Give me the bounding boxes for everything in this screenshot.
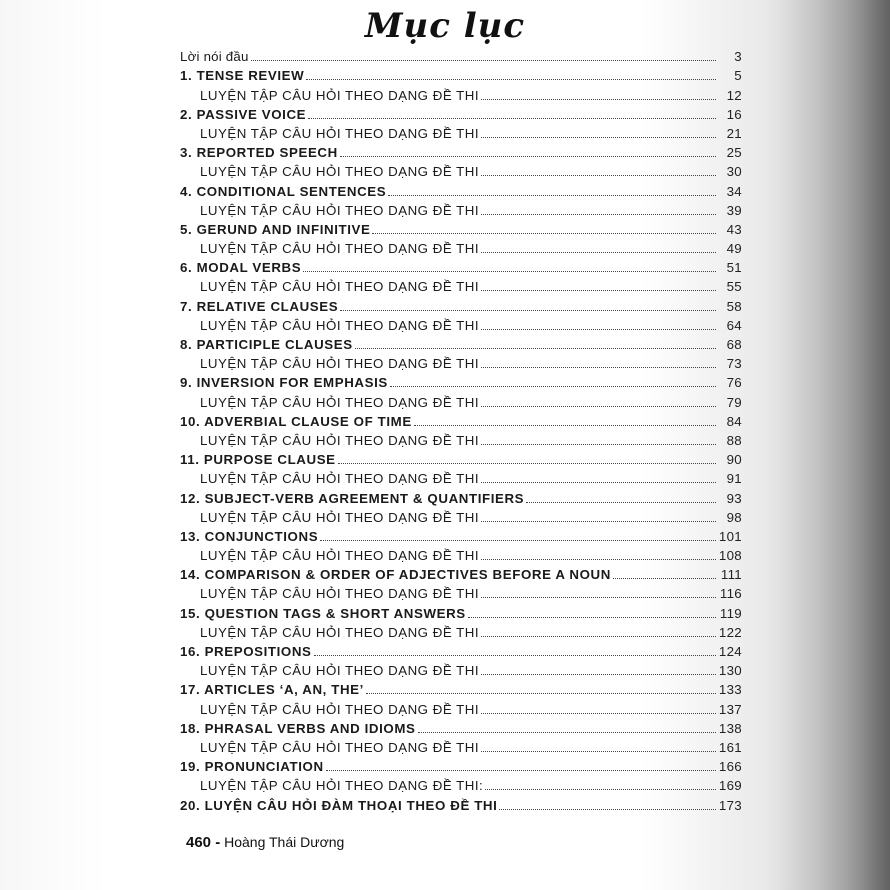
toc-entry-page: 93 xyxy=(726,490,742,506)
toc-leader-dots xyxy=(481,673,716,675)
toc-leader-dots xyxy=(481,596,716,598)
toc-entry-page: 90 xyxy=(726,452,742,468)
toc-leader-dots xyxy=(481,520,716,522)
toc-entry-label: LUYỆN TẬP CÂU HỎI THEO DẠNG ĐỀ THI xyxy=(200,279,480,295)
toc-entry-label: 15. QUESTION TAGS & SHORT ANSWERS xyxy=(180,605,466,621)
toc-entry-label: 3. REPORTED SPEECH xyxy=(180,145,338,161)
toc-entry xyxy=(180,219,742,238)
toc-entry xyxy=(180,180,742,199)
toc-entry-label: LUYỆN TẬP CÂU HỎI THEO DẠNG ĐỀ THI xyxy=(200,394,480,410)
toc-leader-dots xyxy=(306,78,716,80)
toc-entry xyxy=(180,526,742,545)
toc-entry-label: 11. PURPOSE CLAUSE xyxy=(180,452,336,468)
toc-leader-dots xyxy=(481,136,716,138)
footer-author: Hoàng Thái Dương xyxy=(224,834,345,850)
table-of-contents xyxy=(180,46,742,814)
toc-entry-label: LUYỆN TẬP CÂU HỎI THEO DẠNG ĐỀ THI xyxy=(200,87,480,103)
toc-entry-label: LUYỆN TẬP CÂU HỎI THEO DẠNG ĐỀ THI xyxy=(200,739,480,755)
toc-entry-label: 16. PREPOSITIONS xyxy=(180,644,312,659)
toc-entry-label: LUYỆN TẬP CÂU HỎI THEO DẠNG ĐỀ THI xyxy=(200,701,480,717)
toc-entry xyxy=(180,142,742,161)
toc-entry xyxy=(180,411,742,430)
toc-entry-label: 14. COMPARISON & ORDER OF ADJECTIVES BEFORE A NOUN xyxy=(180,567,611,583)
toc-entry-page: 137 xyxy=(718,701,742,717)
toc-entry-page: 76 xyxy=(726,375,742,391)
toc-entry-page: 173 xyxy=(718,797,742,813)
toc-entry-label: LUYỆN TẬP CÂU HỎI THEO DẠNG ĐỀ THI: xyxy=(200,778,484,794)
toc-entry-page: 138 xyxy=(718,720,742,736)
toc-entry xyxy=(180,718,742,737)
toc-entry-page: 84 xyxy=(726,413,742,429)
toc-entry-label: LUYỆN TẬP CÂU HỎI THEO DẠNG ĐỀ THI xyxy=(200,663,480,679)
toc-entry-page: 12 xyxy=(726,87,742,103)
toc-leader-dots xyxy=(481,481,716,483)
toc-entry-page: 161 xyxy=(718,739,742,755)
toc-entry-page: 169 xyxy=(718,778,742,794)
toc-entry-page: 119 xyxy=(719,605,742,621)
toc-entry-label: 12. SUBJECT-VERB AGREEMENT & QUANTIFIERS xyxy=(180,490,525,506)
toc-entry xyxy=(180,315,742,334)
toc-leader-dots xyxy=(481,750,716,752)
toc-entry xyxy=(180,641,742,660)
toc-entry xyxy=(180,545,742,564)
page-spine-shadow xyxy=(780,0,890,890)
toc-entry-page: 21 xyxy=(726,125,742,141)
toc-leader-dots xyxy=(355,347,716,349)
toc-entry-label: Lời nói đầu xyxy=(180,49,249,65)
toc-entry-page: 101 xyxy=(718,528,742,544)
toc-entry-label: LUYỆN TẬP CÂU HỎI THEO DẠNG ĐỀ THI xyxy=(200,471,480,487)
toc-entry xyxy=(180,679,742,698)
page-footer xyxy=(186,834,344,851)
toc-entry xyxy=(180,487,742,506)
toc-entry xyxy=(180,698,742,717)
toc-entry-page: 5 xyxy=(734,68,742,84)
toc-entry xyxy=(180,161,742,180)
toc-leader-dots xyxy=(481,98,716,100)
toc-entry-label: LUYỆN TẬP CÂU HỎI THEO DẠNG ĐỀ THI xyxy=(200,509,480,525)
toc-entry-page: 124 xyxy=(718,644,742,659)
toc-leader-dots xyxy=(468,616,716,618)
toc-leader-dots xyxy=(481,174,716,176)
toc-entry-page: 68 xyxy=(726,337,742,352)
toc-entry xyxy=(180,65,742,84)
toc-entry-page: 55 xyxy=(726,279,742,295)
footer-page-number: 460 - xyxy=(186,834,221,851)
toc-entry xyxy=(180,257,742,276)
toc-entry-page: 91 xyxy=(726,471,742,487)
toc-entry xyxy=(180,84,742,103)
toc-leader-dots xyxy=(481,366,716,368)
toc-entry-label: 9. INVERSION FOR EMPHASIS xyxy=(180,375,388,391)
toc-entry xyxy=(180,334,742,353)
toc-entry-page: 58 xyxy=(726,298,742,314)
toc-leader-dots xyxy=(251,59,716,61)
toc-entry-label: LUYỆN TẬP CÂU HỎI THEO DẠNG ĐỀ THI xyxy=(200,202,480,218)
toc-leader-dots xyxy=(481,328,716,330)
toc-entry xyxy=(180,737,742,756)
toc-entry-page: 73 xyxy=(726,356,742,372)
toc-entry-page: 30 xyxy=(726,164,742,180)
toc-leader-dots xyxy=(526,501,716,503)
toc-entry xyxy=(180,794,742,813)
toc-entry xyxy=(180,123,742,142)
toc-entry-page: 130 xyxy=(718,663,742,679)
toc-leader-dots xyxy=(366,692,716,694)
toc-leader-dots xyxy=(320,539,716,541)
toc-leader-dots xyxy=(340,309,716,311)
toc-leader-dots xyxy=(414,424,716,426)
toc-entry-label: 20. LUYỆN CÂU HỎI ĐÀM THOẠI THEO ĐỀ THI xyxy=(180,797,498,813)
toc-leader-dots xyxy=(314,654,716,656)
toc-entry-page: 108 xyxy=(718,548,742,564)
page-title: Mục lục xyxy=(364,6,526,46)
toc-entry xyxy=(180,449,742,468)
toc-entry-page: 43 xyxy=(726,221,742,237)
toc-entry-label: LUYỆN TẬP CÂU HỎI THEO DẠNG ĐỀ THI xyxy=(200,164,480,180)
toc-entry-page: 39 xyxy=(726,202,742,218)
toc-leader-dots xyxy=(485,788,716,790)
toc-entry xyxy=(180,200,742,219)
toc-entry xyxy=(180,583,742,602)
toc-entry-page: 64 xyxy=(726,317,742,333)
toc-entry-label: LUYỆN TẬP CÂU HỎI THEO DẠNG ĐỀ THI xyxy=(200,356,480,372)
toc-leader-dots xyxy=(372,232,716,234)
toc-entry xyxy=(180,756,742,775)
toc-entry-label: 18. PHRASAL VERBS AND IDIOMS xyxy=(180,720,416,736)
toc-entry xyxy=(180,372,742,391)
toc-entry-page: 49 xyxy=(726,241,742,257)
toc-leader-dots xyxy=(418,731,717,733)
toc-entry-label: 8. PARTICIPLE CLAUSES xyxy=(180,337,353,352)
toc-entry xyxy=(180,46,742,65)
toc-entry xyxy=(180,353,742,372)
toc-entry-page: 133 xyxy=(718,682,742,698)
toc-entry-label: 19. PRONUNCIATION xyxy=(180,759,324,775)
toc-leader-dots xyxy=(481,558,716,560)
toc-leader-dots xyxy=(481,251,716,253)
toc-entry xyxy=(180,295,742,314)
toc-entry xyxy=(180,468,742,487)
toc-leader-dots xyxy=(613,577,716,579)
toc-leader-dots xyxy=(338,462,716,464)
toc-entry-label: 1. TENSE REVIEW xyxy=(180,68,305,84)
toc-leader-dots xyxy=(481,289,716,291)
toc-entry-label: 7. RELATIVE CLAUSES xyxy=(180,298,339,314)
toc-entry-label: LUYỆN TẬP CÂU HỎI THEO DẠNG ĐỀ THI xyxy=(200,624,480,640)
toc-entry xyxy=(180,602,742,621)
toc-entry-page: 51 xyxy=(726,260,742,276)
toc-entry-label: 2. PASSIVE VOICE xyxy=(180,106,307,122)
toc-entry-label: 6. MODAL VERBS xyxy=(180,260,302,276)
toc-entry-page: 25 xyxy=(726,145,742,161)
toc-entry xyxy=(180,276,742,295)
toc-entry-label: LUYỆN TẬP CÂU HỎI THEO DẠNG ĐỀ THI xyxy=(200,241,480,257)
toc-entry-page: 3 xyxy=(734,49,742,65)
toc-entry-label: LUYỆN TẬP CÂU HỎI THEO DẠNG ĐỀ THI xyxy=(200,586,480,602)
toc-entry-page: 79 xyxy=(726,394,742,410)
toc-leader-dots xyxy=(340,155,716,157)
toc-entry-page: 166 xyxy=(718,759,742,775)
toc-entry xyxy=(180,430,742,449)
toc-entry-page: 88 xyxy=(726,432,742,448)
toc-entry-page: 111 xyxy=(720,567,742,583)
toc-entry xyxy=(180,622,742,641)
toc-entry-label: LUYỆN TẬP CÂU HỎI THEO DẠNG ĐỀ THI xyxy=(200,548,480,564)
toc-entry xyxy=(180,507,742,526)
toc-entry xyxy=(180,660,742,679)
toc-entry xyxy=(180,104,742,123)
toc-entry-label: 13. CONJUNCTIONS xyxy=(180,528,319,544)
toc-leader-dots xyxy=(303,270,716,272)
toc-leader-dots xyxy=(481,443,716,445)
toc-leader-dots xyxy=(481,213,716,215)
toc-entry-label: LUYỆN TẬP CÂU HỎI THEO DẠNG ĐỀ THI xyxy=(200,432,480,448)
toc-leader-dots xyxy=(390,385,716,387)
toc-entry-page: 34 xyxy=(726,183,742,199)
toc-entry xyxy=(180,564,742,583)
toc-leader-dots xyxy=(326,769,716,771)
toc-leader-dots xyxy=(481,712,716,714)
toc-entry-page: 122 xyxy=(718,624,742,640)
toc-leader-dots xyxy=(481,635,716,637)
toc-entry-label: 5. GERUND AND INFINITIVE xyxy=(180,221,371,237)
toc-entry-label: LUYỆN TẬP CÂU HỎI THEO DẠNG ĐỀ THI xyxy=(200,317,480,333)
toc-leader-dots xyxy=(499,808,716,810)
toc-entry-label: 10. ADVERBIAL CLAUSE OF TIME xyxy=(180,413,412,429)
toc-leader-dots xyxy=(388,194,716,196)
toc-entry-label: 17. ARTICLES ‘A, AN, THE’ xyxy=(180,682,364,698)
toc-entry-page: 116 xyxy=(719,586,742,602)
toc-entry-label: 4. CONDITIONAL SENTENCES xyxy=(180,183,387,199)
toc-leader-dots xyxy=(308,117,716,119)
toc-entry-page: 16 xyxy=(726,106,742,122)
toc-entry xyxy=(180,775,742,794)
toc-leader-dots xyxy=(481,405,716,407)
toc-entry xyxy=(180,238,742,257)
toc-entry-label: LUYỆN TẬP CÂU HỎI THEO DẠNG ĐỀ THI xyxy=(200,125,480,141)
toc-entry xyxy=(180,391,742,410)
toc-entry-page: 98 xyxy=(726,509,742,525)
